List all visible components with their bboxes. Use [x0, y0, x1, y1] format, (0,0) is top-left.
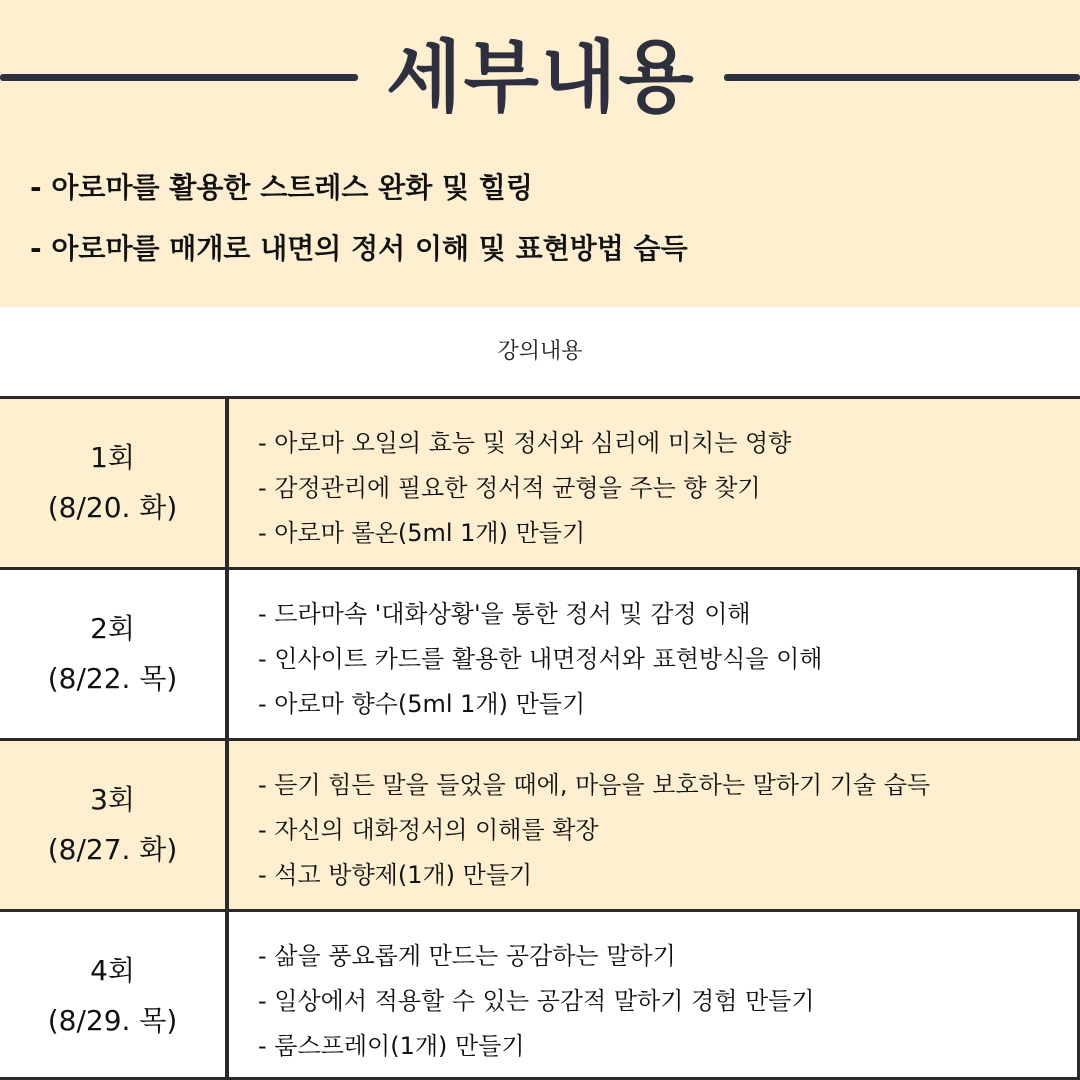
session-label [0, 741, 225, 909]
session-item: - 감정관리에 필요한 정서적 균형을 주는 향 찾기 [258, 474, 761, 502]
session-item: - 아로마 오일의 효능 및 정서와 심리에 미치는 영향 [258, 429, 792, 457]
session-item: - 일상에서 적용할 수 있는 공감적 말하기 경험 만들기 [258, 987, 815, 1015]
sessions-table [0, 396, 1080, 1080]
session-date: (8/22. 목) [47, 662, 178, 695]
column-divider [225, 912, 229, 1080]
session-items [258, 592, 1068, 727]
title-rule-right [724, 74, 1080, 81]
session-item: - 인사이트 카드를 활용한 내면정서와 표현방식을 이해 [258, 645, 823, 673]
session-item: - 삶을 풍요롭게 만드는 공감하는 말하기 [258, 942, 676, 970]
session-label [0, 912, 225, 1080]
session-number: 3회 [90, 783, 135, 816]
session-item: - 듣기 힘든 말을 들었을 때에, 마음을 보호하는 말하기 기술 습득 [258, 771, 931, 799]
session-date: (8/27. 화) [47, 833, 178, 866]
summary-line-2: - 아로마를 매개로 내면의 정서 이해 및 표현방법 습득 [30, 232, 688, 265]
session-item: - 자신의 대화정서의 이해를 확장 [258, 816, 599, 844]
title-rule-left [0, 74, 358, 81]
session-label [0, 570, 225, 738]
session-number: 2회 [90, 612, 135, 645]
column-divider [225, 399, 229, 567]
session-items [258, 763, 1068, 898]
session-item: - 드라마속 '대화상황'을 통한 정서 및 감정 이해 [258, 600, 751, 628]
session-row-4 [0, 912, 1080, 1080]
session-item: - 석고 방향제(1개) 만들기 [258, 861, 533, 889]
session-number: 1회 [90, 441, 135, 474]
session-row-2 [0, 570, 1080, 738]
page-title: 세부내용 [386, 33, 696, 123]
session-row-1 [0, 399, 1080, 567]
session-label [0, 399, 225, 567]
session-item: - 아로마 롤온(5ml 1개) 만들기 [258, 519, 586, 547]
session-items [258, 934, 1068, 1069]
column-divider [225, 570, 229, 738]
session-date: (8/29. 목) [47, 1004, 178, 1037]
header-band [0, 0, 1080, 307]
session-row-3 [0, 741, 1080, 909]
lecture-heading: 강의내용 [0, 307, 1080, 396]
session-date: (8/20. 화) [47, 491, 178, 524]
column-divider [225, 741, 229, 909]
session-number: 4회 [90, 954, 135, 987]
session-item: - 아로마 향수(5ml 1개) 만들기 [258, 690, 586, 718]
session-items [258, 421, 1068, 556]
session-item: - 룸스프레이(1개) 만들기 [258, 1032, 525, 1060]
summary-line-1: - 아로마를 활용한 스트레스 완화 및 힐링 [30, 171, 533, 204]
